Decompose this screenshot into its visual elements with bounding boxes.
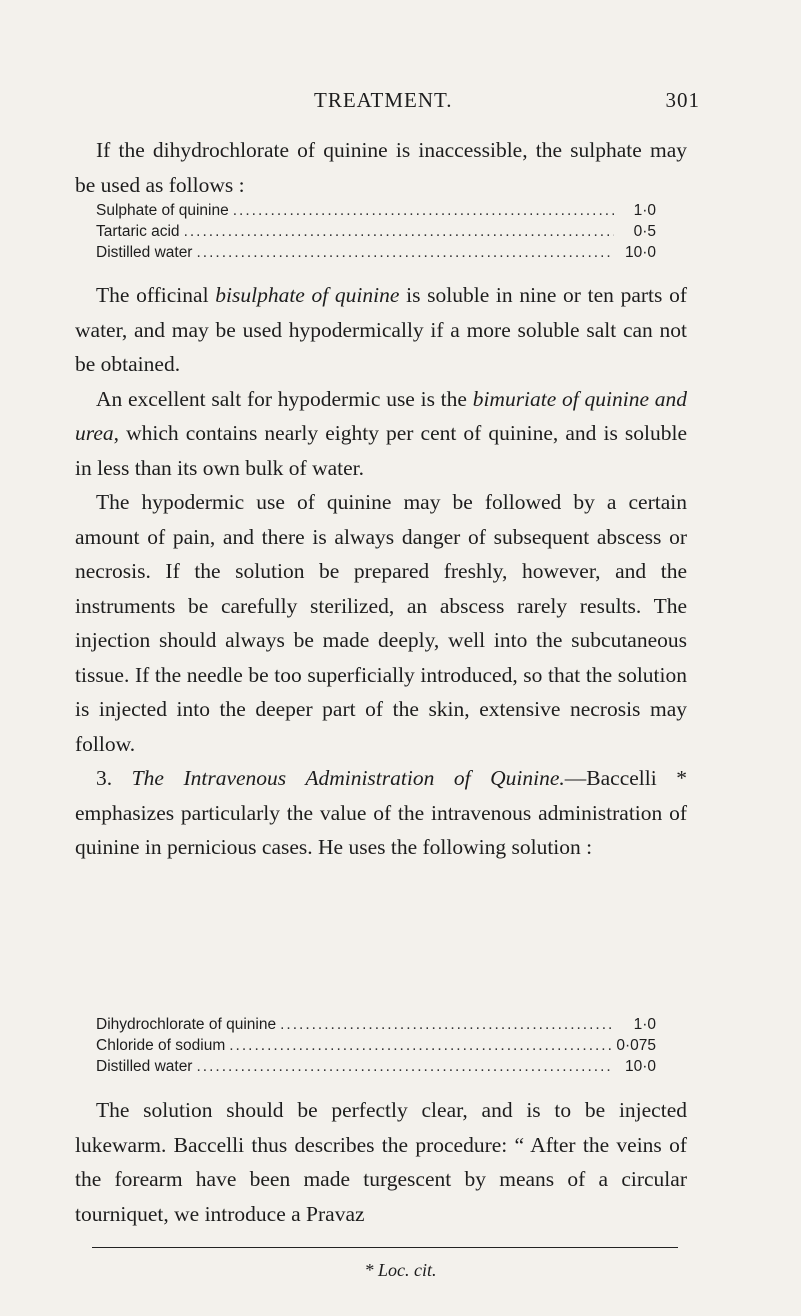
leader-dots	[184, 221, 614, 242]
ingredient-name: Dihydrochlorate of quinine	[96, 1016, 277, 1033]
formula-row	[96, 200, 656, 221]
formula-row	[96, 242, 656, 263]
ingredient-quantity: 10·0	[624, 1058, 656, 1075]
leader-dots	[233, 200, 614, 221]
ingredient-name: Distilled water	[96, 1058, 193, 1075]
formula-row	[96, 1035, 656, 1056]
leader-dots	[196, 242, 614, 263]
page-number: 301	[665, 88, 700, 112]
footnote-rule	[92, 1247, 678, 1248]
footnote: * Loc. cit.	[364, 1260, 437, 1280]
ingredient-name: Chloride of sodium	[96, 1037, 226, 1054]
paragraph-1	[75, 133, 687, 202]
chapter-title: TREATMENT.	[314, 88, 453, 112]
body-text-main	[75, 278, 687, 865]
paragraph-6-block	[75, 1093, 687, 1231]
paragraph-2: The officinal bisulphate of quinine is soluble in nine or ten parts of water, and may be used hypodermically if a more soluble salt can not be obtained.	[75, 283, 687, 376]
paragraph-5: 3. The Intravenous Administration of Quinine.—Baccelli * emphasizes particularly the value of the intravenous administration of quinine in pernicious cases. He uses the following solution :	[75, 766, 688, 859]
paragraph-3: An excellent salt for hypodermic use is the bimuriate of quinine and urea, which contains nearly eighty per cent of quinine, and is soluble in less than its own bulk of water.	[75, 386, 687, 480]
paragraph-text: If the dihydrochlorate of quinine is inaccessible, the sulphate may be used as follows :	[75, 138, 687, 197]
ingredient-quantity: 0·5	[633, 223, 656, 240]
paragraph-6: The solution should be perfectly clear, and is to be injected lukewarm. Baccelli thus describes the procedure: “ After the veins of the forearm have been made turgescent by means of a circular tourniquet, we introduce a Pravaz	[75, 1098, 687, 1226]
leader-dots	[280, 1014, 614, 1035]
formula-dihydrochlorate	[96, 1014, 656, 1077]
ingredient-quantity: 10·0	[624, 244, 656, 261]
leader-dots	[196, 1056, 614, 1077]
formula-row	[96, 1056, 656, 1077]
paragraph-4: The hypodermic use of quinine may be followed by a certain amount of pain, and there is always danger of subsequent abscess or necrosis. If the solution be prepared freshly, however, and the instruments be carefully sterilized, an abscess rarely results. The injection should always be made deeply, well into the subcutaneous tissue. If the needle be too superficially introduced, so that the solution is injected into the deeper part of the skin, extensive necrosis may follow.	[75, 490, 687, 756]
ingredient-quantity: 1·0	[633, 1016, 656, 1033]
formula-row	[96, 221, 656, 242]
ingredient-name: Sulphate of quinine	[96, 202, 229, 219]
ingredient-name: Distilled water	[96, 244, 193, 261]
ingredient-name: Tartaric acid	[96, 223, 180, 240]
ingredient-quantity: 1·0	[633, 202, 656, 219]
leader-dots	[229, 1035, 612, 1056]
formula-row	[96, 1014, 656, 1035]
formula-sulphate	[96, 200, 656, 263]
ingredient-quantity: 0·075	[616, 1037, 656, 1054]
